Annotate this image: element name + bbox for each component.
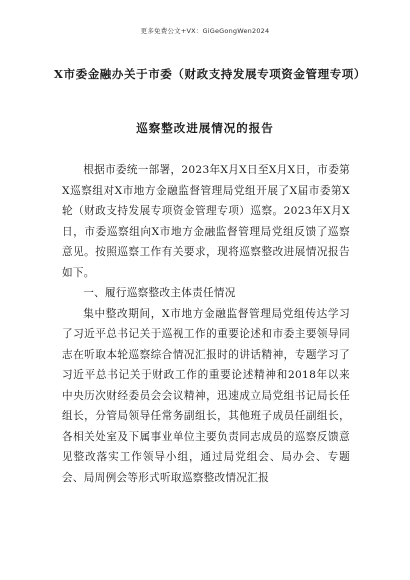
section-heading-1: 一、履行巡察整改主体责任情况: [83, 287, 236, 299]
body-paragraph-section-1: 集中整改期间，X市地方金融监督管理局党组传达学习了习近平总书记关于巡视工作的重要论述和市委主要领导同志在听取本轮巡察综合情况汇报时的讲话精神，专题学习了习近平总书记关于财政工作的重要论述精神和2018年以来中央历次财经委员会会议精神，迅速成立局党组书记局长任组长，分管局领导任常务副组长，其他班子成员任副组长，各相关处室及下属事业单位主要负责同志成员的巡察反馈意见整改落实工作领导小组，通过局党组会、局办会、专题会、局周例会等形式听取巡察整改情况汇报: [62, 307, 350, 484]
document-body: [62, 160, 350, 488]
document-title: X市委金融办关于市委（财政支持发展专项资金管理专项）: [53, 67, 367, 81]
header-note: 更多免费公文+VX：GiGeGongWen2024: [140, 27, 270, 35]
body-paragraph-intro: 根据市委统一部署，2023年X月X日至X月X日，市委第X巡察组对X市地方金融监督管理局党组开展了X届市委第X轮（财政支持发展专项资金管理专项）巡察。2023年X月X日，市委巡察组向X市地方金融监督管理局党组反馈了巡察意见。按照巡察工作有关要求，现将巡察整改进展情况报告如下。: [62, 164, 350, 279]
document-subtitle: 巡察整改进展情况的报告: [136, 121, 274, 135]
